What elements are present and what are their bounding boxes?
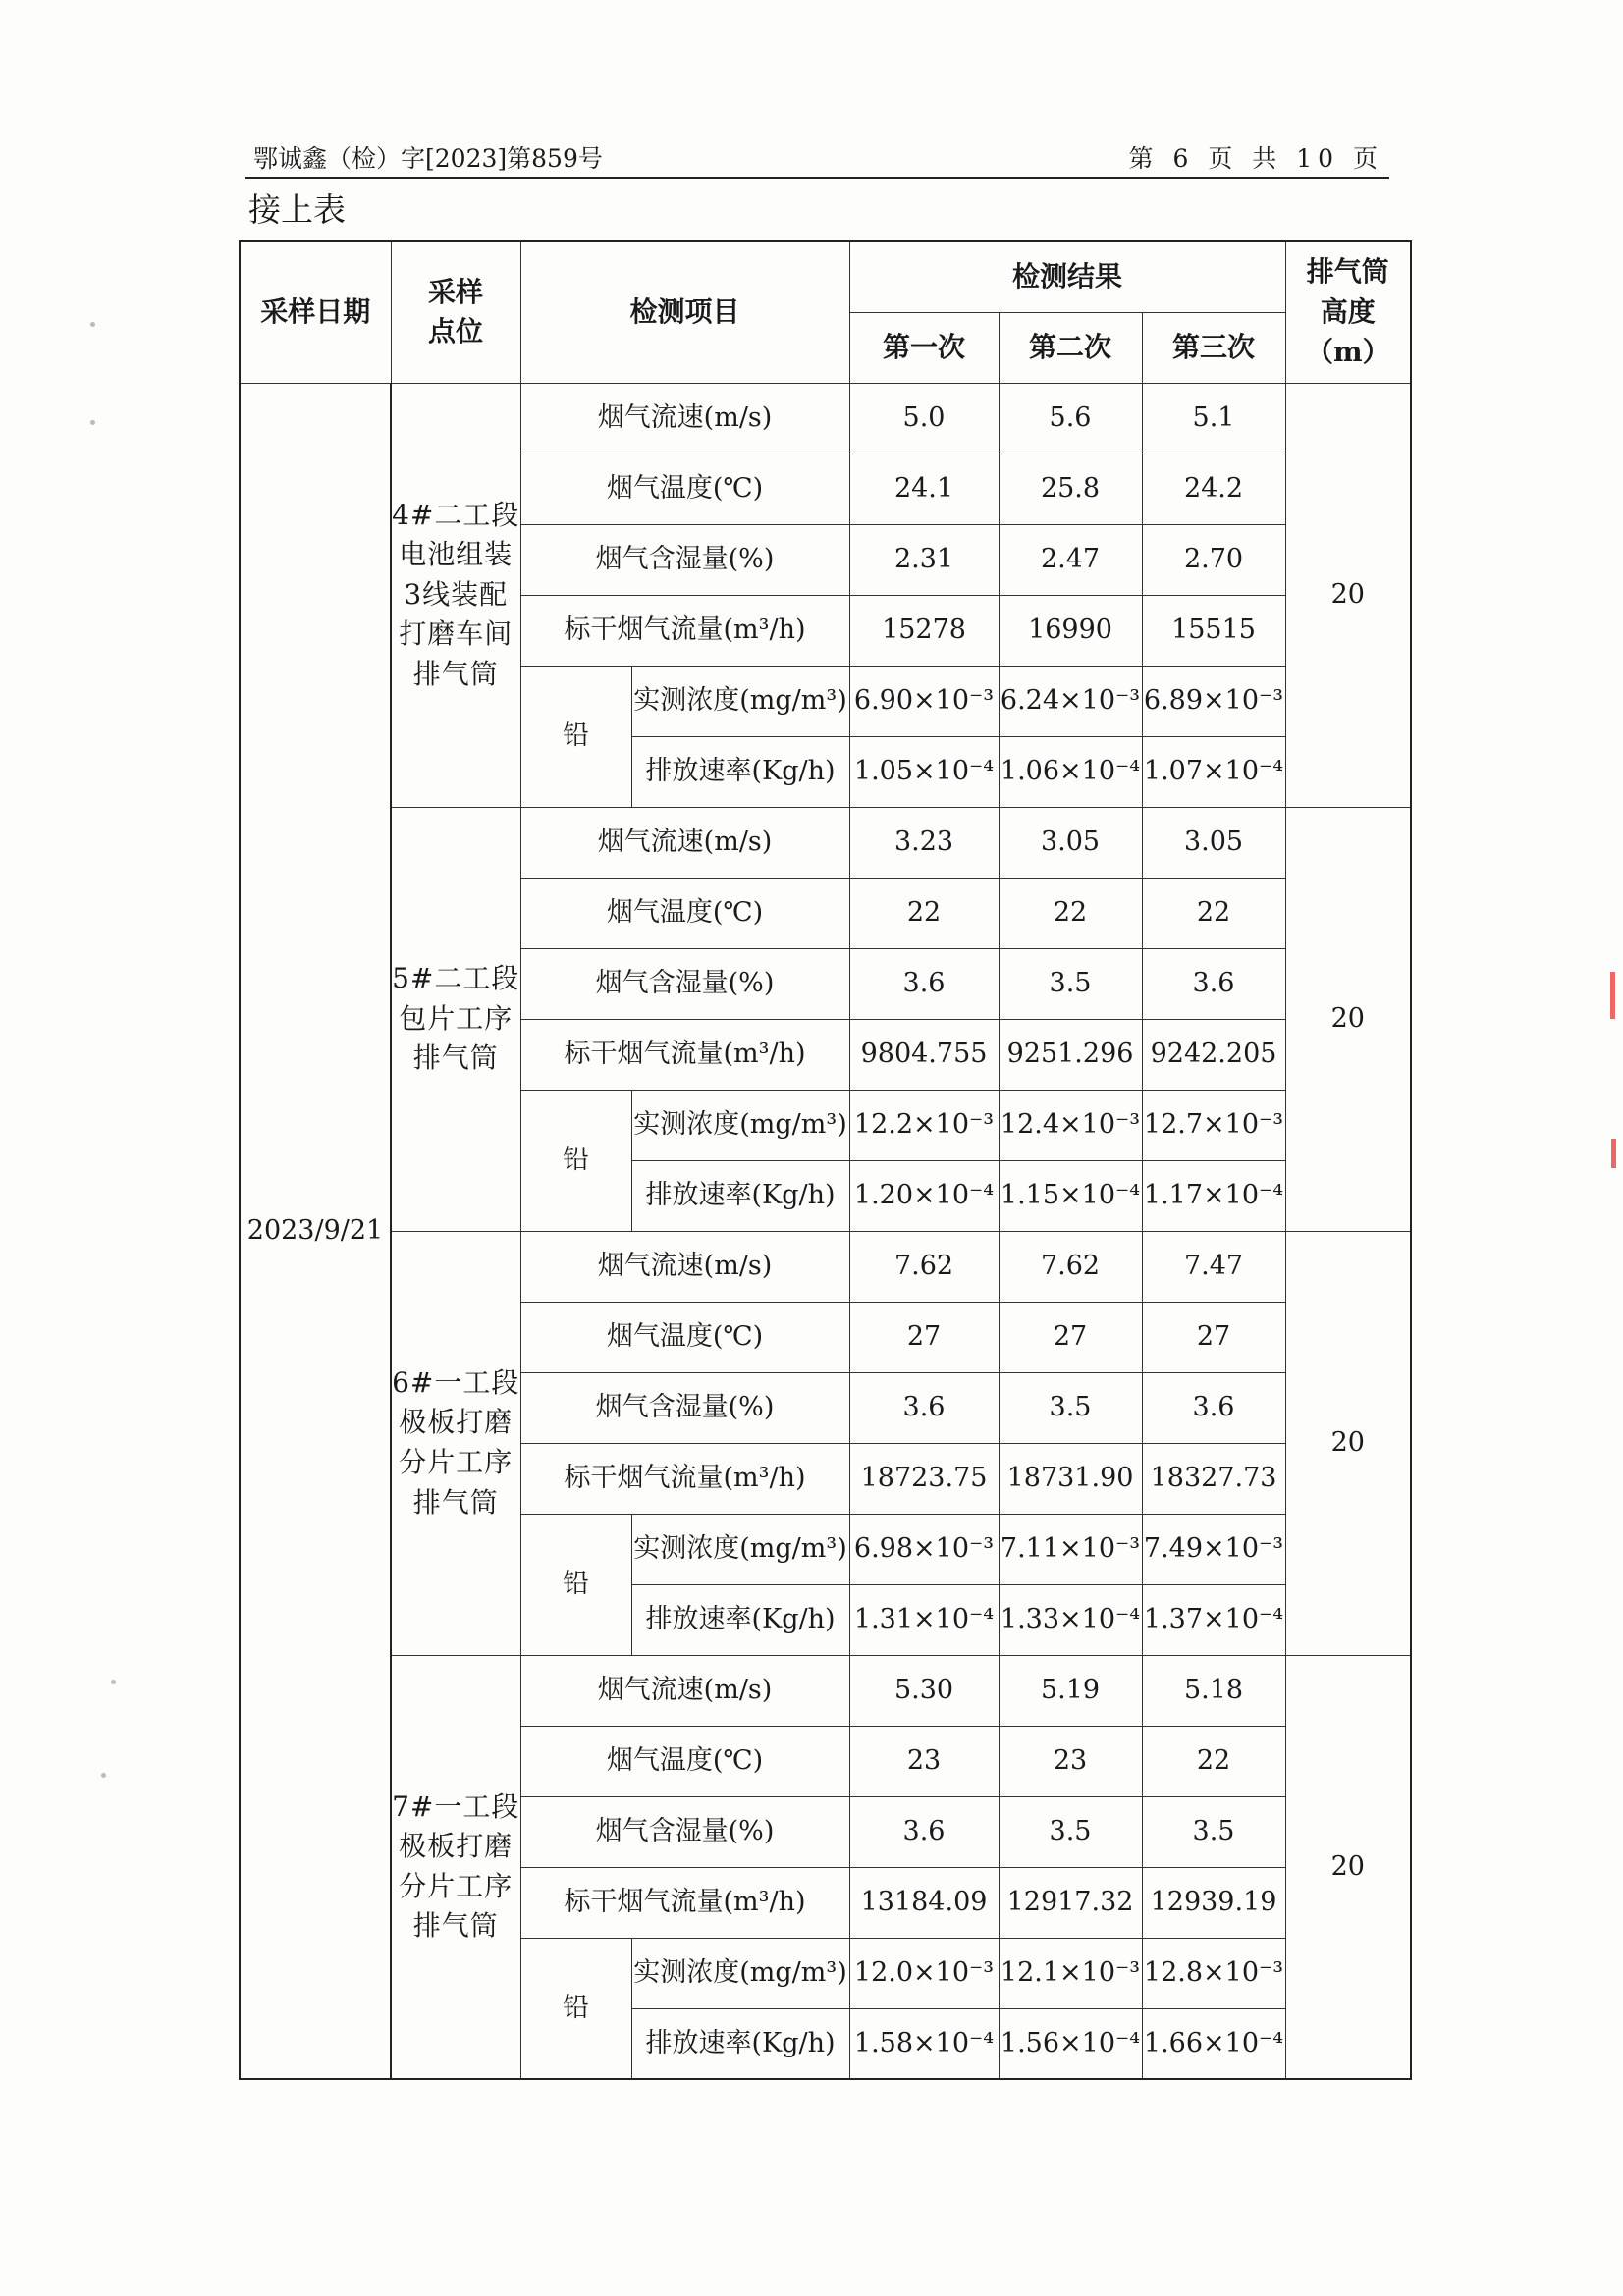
test-sub-item: 实测浓度(mg/m³): [631, 1938, 849, 2008]
result-value: 16990: [999, 595, 1142, 666]
results-body: [240, 383, 1411, 2079]
result-value: 12.7×10⁻³: [1142, 1090, 1285, 1160]
result-value: 7.62: [849, 1231, 999, 1302]
scan-speck: [111, 1680, 116, 1684]
test-item: 烟气温度(℃): [520, 1302, 849, 1372]
pollutant-name: 铅: [520, 1938, 631, 2079]
result-value: 3.05: [1142, 807, 1285, 878]
header-date: 采样日期: [240, 241, 391, 383]
result-value: 3.5: [999, 1372, 1142, 1443]
result-value: 5.1: [1142, 383, 1285, 454]
test-item: 烟气流速(m/s): [520, 1655, 849, 1726]
result-value: 7.49×10⁻³: [1142, 1514, 1285, 1584]
page-header: [245, 137, 1389, 179]
continued-label: 接上表: [248, 190, 346, 229]
result-value: 27: [1142, 1302, 1285, 1372]
result-value: 9804.755: [849, 1019, 999, 1090]
result-value: 1.06×10⁻⁴: [999, 736, 1142, 807]
pollutant-name: 铅: [520, 666, 631, 807]
result-value: 22: [1142, 878, 1285, 948]
red-seal-edge: [1610, 972, 1615, 1019]
result-value: 1.37×10⁻⁴: [1142, 1584, 1285, 1655]
result-value: 12.1×10⁻³: [999, 1938, 1142, 2008]
result-value: 6.89×10⁻³: [1142, 666, 1285, 736]
stack-height: 20: [1285, 1655, 1411, 2079]
result-value: 24.1: [849, 454, 999, 524]
result-value: 5.0: [849, 383, 999, 454]
sampling-location: 6#一工段 极板打磨 分片工序 排气筒: [391, 1231, 520, 1655]
result-value: 18731.90: [999, 1443, 1142, 1514]
pollutant-name: 铅: [520, 1514, 631, 1655]
red-seal-edge: [1611, 1139, 1616, 1168]
result-value: 2.47: [999, 524, 1142, 595]
scan-speck: [90, 322, 95, 327]
result-value: 1.33×10⁻⁴: [999, 1584, 1142, 1655]
result-value: 27: [849, 1302, 999, 1372]
result-value: 1.66×10⁻⁴: [1142, 2008, 1285, 2079]
result-value: 5.19: [999, 1655, 1142, 1726]
header-first: 第一次: [849, 312, 999, 383]
pollutant-name: 铅: [520, 1090, 631, 1231]
test-item: 标干烟气流量(m³/h): [520, 595, 849, 666]
report-number: 鄂诚鑫（检）字[2023]第859号: [253, 144, 603, 173]
test-item: 烟气含湿量(%): [520, 1372, 849, 1443]
result-value: 3.23: [849, 807, 999, 878]
test-item: 烟气含湿量(%): [520, 1796, 849, 1867]
test-item: 烟气流速(m/s): [520, 807, 849, 878]
result-value: 2.70: [1142, 524, 1285, 595]
result-value: 24.2: [1142, 454, 1285, 524]
result-value: 6.24×10⁻³: [999, 666, 1142, 736]
table-row: [240, 807, 1411, 878]
scan-speck: [90, 420, 95, 425]
stack-height: 20: [1285, 1231, 1411, 1655]
results-table: [239, 240, 1412, 2080]
test-sub-item: 实测浓度(mg/m³): [631, 666, 849, 736]
test-item: 烟气流速(m/s): [520, 383, 849, 454]
result-value: 15515: [1142, 595, 1285, 666]
test-item: 烟气温度(℃): [520, 1726, 849, 1796]
result-value: 7.47: [1142, 1231, 1285, 1302]
result-value: 9242.205: [1142, 1019, 1285, 1090]
result-value: 1.15×10⁻⁴: [999, 1160, 1142, 1231]
result-value: 1.07×10⁻⁴: [1142, 736, 1285, 807]
result-value: 3.5: [1142, 1796, 1285, 1867]
result-value: 18327.73: [1142, 1443, 1285, 1514]
test-item: 标干烟气流量(m³/h): [520, 1019, 849, 1090]
result-value: 5.6: [999, 383, 1142, 454]
result-value: 12.4×10⁻³: [999, 1090, 1142, 1160]
test-sub-item: 实测浓度(mg/m³): [631, 1090, 849, 1160]
result-value: 15278: [849, 595, 999, 666]
table-row: [240, 1231, 1411, 1302]
test-item: 烟气流速(m/s): [520, 1231, 849, 1302]
result-value: 12.8×10⁻³: [1142, 1938, 1285, 2008]
header-results: 检测结果: [849, 241, 1285, 312]
result-value: 22: [849, 878, 999, 948]
test-item: 烟气含湿量(%): [520, 948, 849, 1019]
result-value: 6.98×10⁻³: [849, 1514, 999, 1584]
result-value: 3.6: [849, 948, 999, 1019]
result-value: 3.6: [849, 1796, 999, 1867]
test-sub-item: 排放速率(Kg/h): [631, 2008, 849, 2079]
test-sub-item: 排放速率(Kg/h): [631, 736, 849, 807]
result-value: 23: [849, 1726, 999, 1796]
result-value: 12.2×10⁻³: [849, 1090, 999, 1160]
result-value: 2.31: [849, 524, 999, 595]
header-third: 第三次: [1142, 312, 1285, 383]
result-value: 7.62: [999, 1231, 1142, 1302]
test-sub-item: 排放速率(Kg/h): [631, 1584, 849, 1655]
result-value: 23: [999, 1726, 1142, 1796]
scan-speck: [101, 1773, 106, 1778]
result-value: 3.6: [1142, 948, 1285, 1019]
result-value: 1.20×10⁻⁴: [849, 1160, 999, 1231]
result-value: 25.8: [999, 454, 1142, 524]
result-value: 27: [999, 1302, 1142, 1372]
result-value: 12.0×10⁻³: [849, 1938, 999, 2008]
result-value: 18723.75: [849, 1443, 999, 1514]
result-value: 13184.09: [849, 1867, 999, 1938]
page-info: 第 6 页 共 10 页: [1128, 144, 1383, 173]
sampling-location: 7#一工段 极板打磨 分片工序 排气筒: [391, 1655, 520, 2079]
test-sub-item: 实测浓度(mg/m³): [631, 1514, 849, 1584]
result-value: 7.11×10⁻³: [999, 1514, 1142, 1584]
result-value: 22: [999, 878, 1142, 948]
test-item: 标干烟气流量(m³/h): [520, 1867, 849, 1938]
test-item: 烟气温度(℃): [520, 878, 849, 948]
result-value: 1.17×10⁻⁴: [1142, 1160, 1285, 1231]
result-value: 3.6: [1142, 1372, 1285, 1443]
header-item: 检测项目: [520, 241, 849, 383]
result-value: 1.05×10⁻⁴: [849, 736, 999, 807]
result-value: 12917.32: [999, 1867, 1142, 1938]
stack-height: 20: [1285, 383, 1411, 807]
result-value: 1.31×10⁻⁴: [849, 1584, 999, 1655]
result-value: 12939.19: [1142, 1867, 1285, 1938]
result-value: 3.5: [999, 1796, 1142, 1867]
test-item: 烟气温度(℃): [520, 454, 849, 524]
table-row: [240, 1655, 1411, 1726]
result-value: 5.18: [1142, 1655, 1285, 1726]
header-second: 第二次: [999, 312, 1142, 383]
result-value: 22: [1142, 1726, 1285, 1796]
result-value: 5.30: [849, 1655, 999, 1726]
sampling-location: 5#二工段 包片工序 排气筒: [391, 807, 520, 1231]
result-value: 6.90×10⁻³: [849, 666, 999, 736]
result-value: 3.6: [849, 1372, 999, 1443]
test-item: 标干烟气流量(m³/h): [520, 1443, 849, 1514]
header-location: 采样 点位: [391, 241, 520, 383]
sampling-location: 4#二工段 电池组装 3线装配 打磨车间 排气筒: [391, 383, 520, 807]
header-stack-height: 排气筒 高度 （m）: [1285, 241, 1411, 383]
result-value: 1.56×10⁻⁴: [999, 2008, 1142, 2079]
stack-height: 20: [1285, 807, 1411, 1231]
result-value: 3.5: [999, 948, 1142, 1019]
result-value: 3.05: [999, 807, 1142, 878]
result-value: 1.58×10⁻⁴: [849, 2008, 999, 2079]
sampling-date: 2023/9/21: [240, 383, 391, 2079]
result-value: 9251.296: [999, 1019, 1142, 1090]
table-row: [240, 383, 1411, 454]
test-sub-item: 排放速率(Kg/h): [631, 1160, 849, 1231]
test-item: 烟气含湿量(%): [520, 524, 849, 595]
